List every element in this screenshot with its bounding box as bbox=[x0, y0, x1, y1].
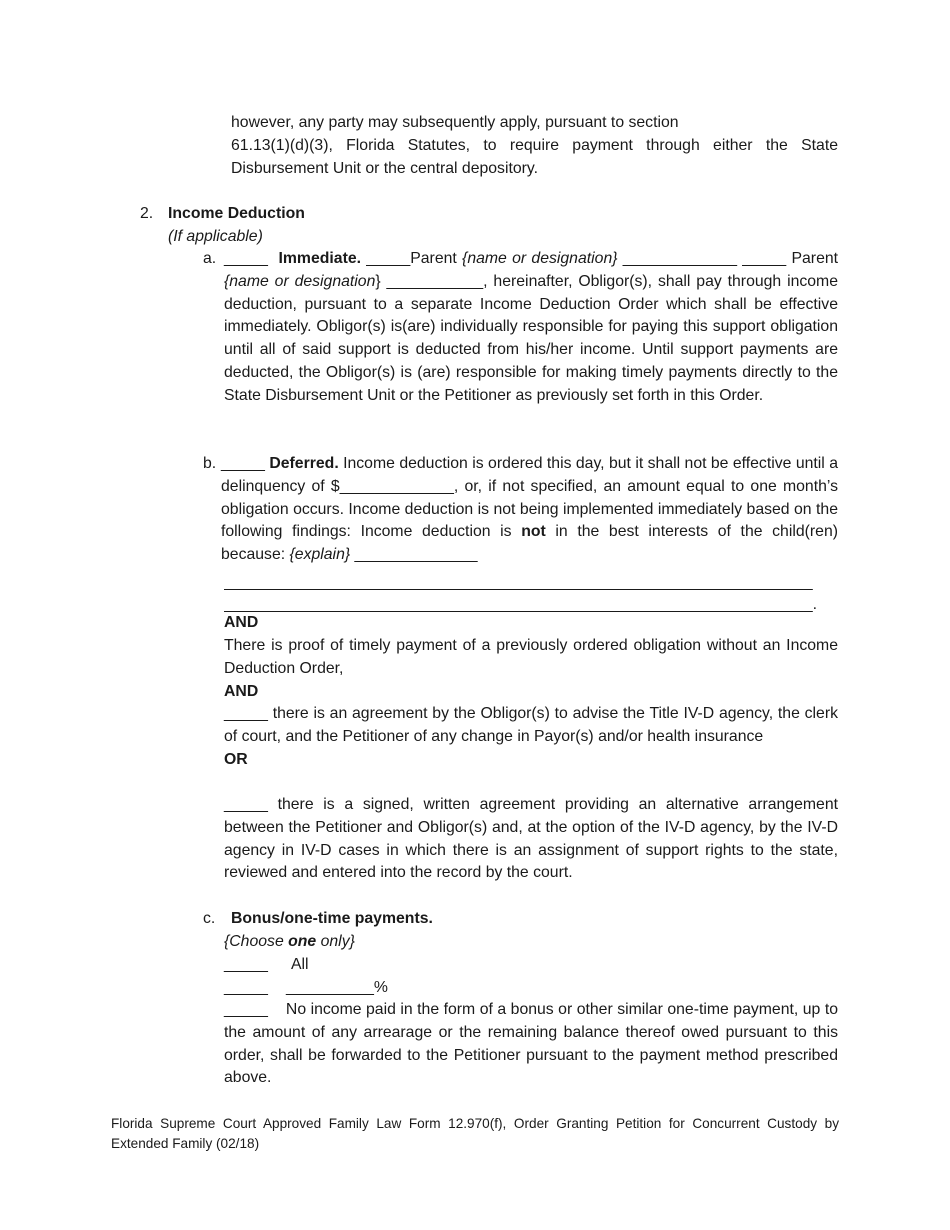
item-a-designation-2: {name or designation bbox=[224, 272, 376, 290]
item-b-and-1: AND bbox=[224, 614, 259, 631]
page-footer: Florida Supreme Court Approved Family Law Form 12.970(f), Order Granting Petition for Concurrent Custody by Extended Family (02/18) bbox=[111, 1116, 839, 1151]
item-a-text: ___________, hereinafter, Obligor(s), shall pay through income deduction, pursuant to a separate Income Deduction Order which shall be effective immediately. Obligor(s) is(are) individually responsible for paying this support obligation until all of said support is deducted from his/her income. Until support payments are deducted, the Obligor(s) is (are) responsible for making timely payments directly to the State Disbursement Unit or the Petitioner as previously set forth in this Order. bbox=[224, 272, 839, 404]
item-b-first-line-anchor bbox=[221, 453, 838, 567]
item-c-choose-pre: {Choose bbox=[224, 933, 289, 950]
section-subtitle: (If applicable) bbox=[168, 228, 263, 245]
item-a-designation-1: {name or designation} bbox=[462, 250, 618, 267]
item-a-marker: a. bbox=[203, 250, 217, 267]
intro-line-1: however, any party may subsequently apply, pursuant to section bbox=[231, 114, 679, 131]
item-a-paragraph bbox=[224, 248, 838, 408]
item-b-signed-agreement: _____ there is a signed, written agreement providing an alternative arrangement between the Petitioner and Obligor(s) and, at the option of the IV-D agency, by the IV-D agency in IV-D cases in which there is an assignment of support rights to the state, reviewed and entered into the record by the court. bbox=[224, 796, 838, 882]
item-c-option-all-label: All bbox=[291, 956, 309, 973]
item-b-marker: b. bbox=[203, 455, 217, 472]
item-c-choose-one: one bbox=[288, 933, 317, 950]
item-b-or: OR bbox=[224, 751, 248, 768]
item-b-title: Deferred. bbox=[269, 455, 339, 472]
item-a-brace: } bbox=[375, 272, 381, 290]
item-b-text-2: in the best interests of the child(ren) because: bbox=[221, 523, 838, 564]
item-a-blank-2[interactable]: _____ bbox=[366, 250, 411, 267]
item-b-text-3[interactable]: ______________ bbox=[350, 546, 478, 564]
item-a-title: Immediate. bbox=[278, 250, 362, 267]
item-c-marker: c. bbox=[203, 910, 216, 927]
item-b-not: not bbox=[521, 523, 546, 541]
item-c-title: Bonus/one-time payments. bbox=[231, 910, 433, 927]
item-a-blank-3[interactable]: _____________ _____ bbox=[617, 250, 787, 267]
item-b-proof: There is proof of timely payment of a previously ordered obligation without an Income Deduction Order, bbox=[224, 637, 838, 677]
item-c-option-none-text: No income paid in the form of a bonus or other similar one-time payment, up to the amount of any arrearage or the remaining balance thereof owed pursuant to this order, shall be forwarded to the Petitioner pursuant to the payment method prescribed above. bbox=[224, 1001, 839, 1087]
item-b-text-1: Income deduction is ordered this day, but it shall not be effective until a delinquency of $_____________, or, if not specified, an amount equal to one month’s obligation occurs. Income deduction is not being implemented immediately based on the following findings: Income deduction is bbox=[221, 455, 838, 541]
item-c-option-none bbox=[224, 999, 838, 1090]
item-b-and-2: AND bbox=[224, 683, 259, 700]
item-c-option-none-blank[interactable]: _____ bbox=[224, 1001, 268, 1018]
item-c-option-percent-blank[interactable]: _____ bbox=[224, 979, 268, 996]
item-c-choose-post: only} bbox=[316, 933, 355, 950]
item-c-option-all-blank[interactable]: _____ bbox=[224, 956, 268, 973]
item-b-checkbox-blank[interactable]: _____ bbox=[221, 455, 265, 472]
item-a-parent-2: Parent bbox=[791, 250, 839, 267]
section-title: Income Deduction bbox=[168, 205, 305, 222]
item-b-agreement: _____ there is an agreement by the Obligor(s) to advise the Title IV-D agency, the clerk of court, and the Petitioner of any change in Payor(s) and/or health insurance bbox=[224, 705, 838, 745]
item-a-checkbox-blank[interactable]: _____ bbox=[224, 250, 268, 267]
item-a-parent-1: Parent bbox=[410, 250, 463, 267]
section-number: 2. bbox=[140, 205, 154, 222]
intro-paragraph: 61.13(1)(d)(3), Florida Statutes, to require payment through either the State Disbursement Unit or the central depository. bbox=[231, 137, 838, 177]
item-c-option-percent-field[interactable]: __________% bbox=[286, 979, 388, 996]
item-c-choose-instruction bbox=[224, 931, 355, 954]
item-b-explain: {explain} bbox=[289, 546, 351, 564]
item-b-blank-line-1[interactable]: ___________________________________________________________________ bbox=[224, 574, 813, 591]
item-b-blank-line-2[interactable]: ___________________________________________________________________. bbox=[224, 596, 818, 613]
